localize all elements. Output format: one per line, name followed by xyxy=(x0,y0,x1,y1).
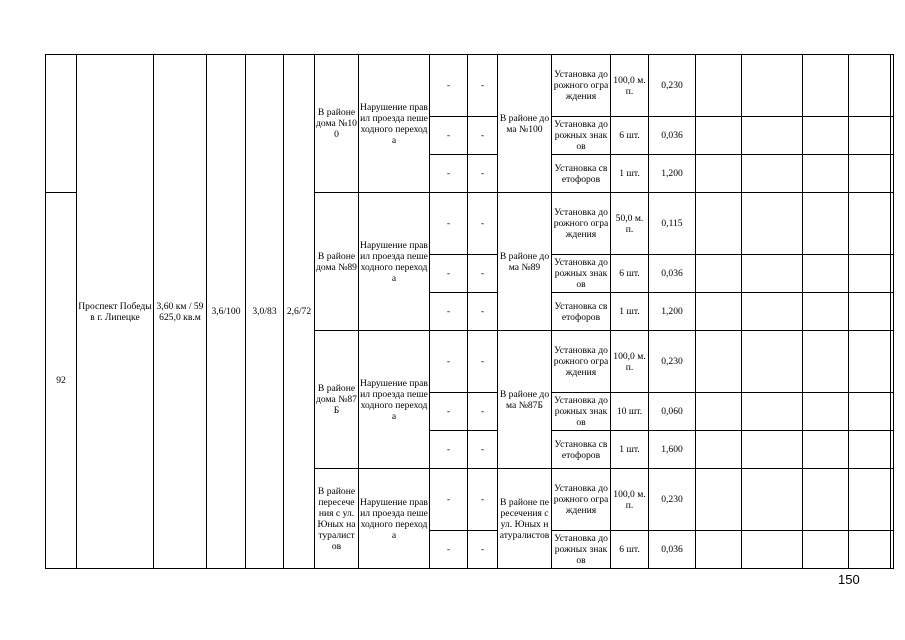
measure-qty-cell: 100,0 м.п. xyxy=(611,331,649,393)
empty-cell xyxy=(891,55,894,117)
empty-cell xyxy=(803,293,849,331)
measure-name-cell: Установка дорожного ограждения xyxy=(552,193,611,255)
measure-qty-cell: 1 шт. xyxy=(611,155,649,193)
dash-cell: - xyxy=(468,117,498,155)
cell-number-prev xyxy=(46,55,77,193)
table-row xyxy=(46,55,894,117)
empty-cell xyxy=(742,531,803,569)
violation-cell: Нарушение правил проезда пешеходного перехода xyxy=(359,193,430,331)
dash-cell: - xyxy=(430,431,468,469)
empty-cell xyxy=(849,531,891,569)
street-cell: Проспект Победы в г. Липецке xyxy=(77,55,154,569)
empty-cell xyxy=(742,469,803,531)
measure-qty-cell: 10 шт. xyxy=(611,393,649,431)
empty-cell xyxy=(891,431,894,469)
violation-cell: Нарушение правил проезда пешеходного перехода xyxy=(359,55,430,193)
empty-cell xyxy=(803,193,849,255)
empty-cell xyxy=(696,117,742,155)
measure-name-cell: Установка дорожного ограждения xyxy=(552,55,611,117)
page-number: 150 xyxy=(838,572,860,587)
dash-cell: - xyxy=(468,393,498,431)
empty-cell xyxy=(803,255,849,293)
empty-cell xyxy=(849,393,891,431)
empty-cell xyxy=(803,55,849,117)
empty-cell xyxy=(849,117,891,155)
empty-cell xyxy=(696,155,742,193)
measure-name-cell: Установка дорожных знаков xyxy=(552,117,611,155)
dash-cell: - xyxy=(468,293,498,331)
measure-qty-cell: 6 шт. xyxy=(611,255,649,293)
empty-cell xyxy=(696,293,742,331)
col6-cell: 2,6/72 xyxy=(284,55,315,569)
dash-cell: - xyxy=(468,469,498,531)
location-cell: В районе дома №89 xyxy=(498,193,552,331)
empty-cell xyxy=(849,193,891,255)
empty-cell xyxy=(891,155,894,193)
empty-cell xyxy=(742,431,803,469)
measure-qty-cell: 100,0 м.п. xyxy=(611,469,649,531)
empty-cell xyxy=(742,331,803,393)
empty-cell xyxy=(891,531,894,569)
empty-cell xyxy=(849,55,891,117)
measure-value-cell: 0,115 xyxy=(649,193,696,255)
measure-value-cell: 1,200 xyxy=(649,155,696,193)
measure-qty-cell: 6 шт. xyxy=(611,117,649,155)
measure-qty-cell: 1 шт. xyxy=(611,431,649,469)
dash-cell: - xyxy=(430,155,468,193)
dash-cell: - xyxy=(430,293,468,331)
dash-cell: - xyxy=(430,393,468,431)
empty-cell xyxy=(742,155,803,193)
empty-cell xyxy=(803,117,849,155)
measure-name-cell: Установка дорожного ограждения xyxy=(552,331,611,393)
dash-cell: - xyxy=(468,531,498,569)
empty-cell xyxy=(696,55,742,117)
empty-cell xyxy=(891,469,894,531)
measure-value-cell: 0,036 xyxy=(649,531,696,569)
measure-name-cell: Установка дорожного ограждения xyxy=(552,469,611,531)
dash-cell: - xyxy=(468,55,498,117)
measure-qty-cell: 50,0 м.п. xyxy=(611,193,649,255)
place-cell: В районе дома №87Б xyxy=(315,331,359,469)
dash-cell: - xyxy=(430,469,468,531)
measure-value-cell: 0,036 xyxy=(649,117,696,155)
empty-cell xyxy=(696,193,742,255)
empty-cell xyxy=(849,255,891,293)
empty-cell xyxy=(803,531,849,569)
dash-cell: - xyxy=(468,431,498,469)
empty-cell xyxy=(742,55,803,117)
measure-value-cell: 0,230 xyxy=(649,55,696,117)
violation-cell: Нарушение правил проезда пешеходного перехода xyxy=(359,331,430,469)
measure-qty-cell: 6 шт. xyxy=(611,531,649,569)
dash-cell: - xyxy=(430,193,468,255)
dash-cell: - xyxy=(430,255,468,293)
measure-value-cell: 0,036 xyxy=(649,255,696,293)
empty-cell xyxy=(742,117,803,155)
empty-cell xyxy=(803,155,849,193)
empty-cell xyxy=(742,293,803,331)
measure-name-cell: Установка дорожных знаков xyxy=(552,393,611,431)
empty-cell xyxy=(849,155,891,193)
empty-cell xyxy=(696,331,742,393)
place-cell: В районе пересечения с ул. Юных натуралистов xyxy=(315,469,359,569)
empty-cell xyxy=(696,431,742,469)
empty-cell xyxy=(742,393,803,431)
length-area-cell: 3,60 км / 59625,0 кв.м xyxy=(154,55,207,569)
location-cell: В районе пересечения с ул. Юных натуралистов xyxy=(498,469,552,569)
empty-cell xyxy=(891,193,894,255)
measure-value-cell: 1,200 xyxy=(649,293,696,331)
empty-cell xyxy=(803,469,849,531)
dash-cell: - xyxy=(468,193,498,255)
location-cell: В районе дома №100 xyxy=(498,55,552,193)
dash-cell: - xyxy=(430,331,468,393)
empty-cell xyxy=(803,393,849,431)
empty-cell xyxy=(742,255,803,293)
empty-cell xyxy=(803,431,849,469)
empty-cell xyxy=(891,393,894,431)
row-number-cell: 92 xyxy=(46,193,77,569)
empty-cell xyxy=(696,531,742,569)
dash-cell: - xyxy=(468,155,498,193)
violation-cell: Нарушение правил проезда пешеходного перехода xyxy=(359,469,430,569)
empty-cell xyxy=(849,293,891,331)
measure-value-cell: 1,600 xyxy=(649,431,696,469)
place-cell: В районе дома №89 xyxy=(315,193,359,331)
measure-value-cell: 0,230 xyxy=(649,331,696,393)
empty-cell xyxy=(696,393,742,431)
empty-cell xyxy=(891,293,894,331)
dash-cell: - xyxy=(468,331,498,393)
empty-cell xyxy=(891,331,894,393)
measure-name-cell: Установка светофоров xyxy=(552,155,611,193)
measure-value-cell: 0,230 xyxy=(649,469,696,531)
dash-cell: - xyxy=(430,55,468,117)
dash-cell: - xyxy=(468,255,498,293)
location-cell: В районе дома №87Б xyxy=(498,331,552,469)
empty-cell xyxy=(849,469,891,531)
empty-cell xyxy=(696,469,742,531)
empty-cell xyxy=(803,331,849,393)
empty-cell xyxy=(696,255,742,293)
empty-cell xyxy=(891,117,894,155)
road-measures-table xyxy=(45,54,894,569)
empty-cell xyxy=(891,255,894,293)
measure-name-cell: Установка светофоров xyxy=(552,431,611,469)
measure-name-cell: Установка дорожных знаков xyxy=(552,531,611,569)
measure-value-cell: 0,060 xyxy=(649,393,696,431)
measure-name-cell: Установка светофоров xyxy=(552,293,611,331)
measure-qty-cell: 100,0 м.п. xyxy=(611,55,649,117)
measure-qty-cell: 1 шт. xyxy=(611,293,649,331)
col5-cell: 3,0/83 xyxy=(246,55,284,569)
dash-cell: - xyxy=(430,531,468,569)
empty-cell xyxy=(849,431,891,469)
col4-cell: 3,6/100 xyxy=(207,55,246,569)
dash-cell: - xyxy=(430,117,468,155)
empty-cell xyxy=(849,331,891,393)
place-cell: В районе дома №100 xyxy=(315,55,359,193)
measure-name-cell: Установка дорожных знаков xyxy=(552,255,611,293)
empty-cell xyxy=(742,193,803,255)
